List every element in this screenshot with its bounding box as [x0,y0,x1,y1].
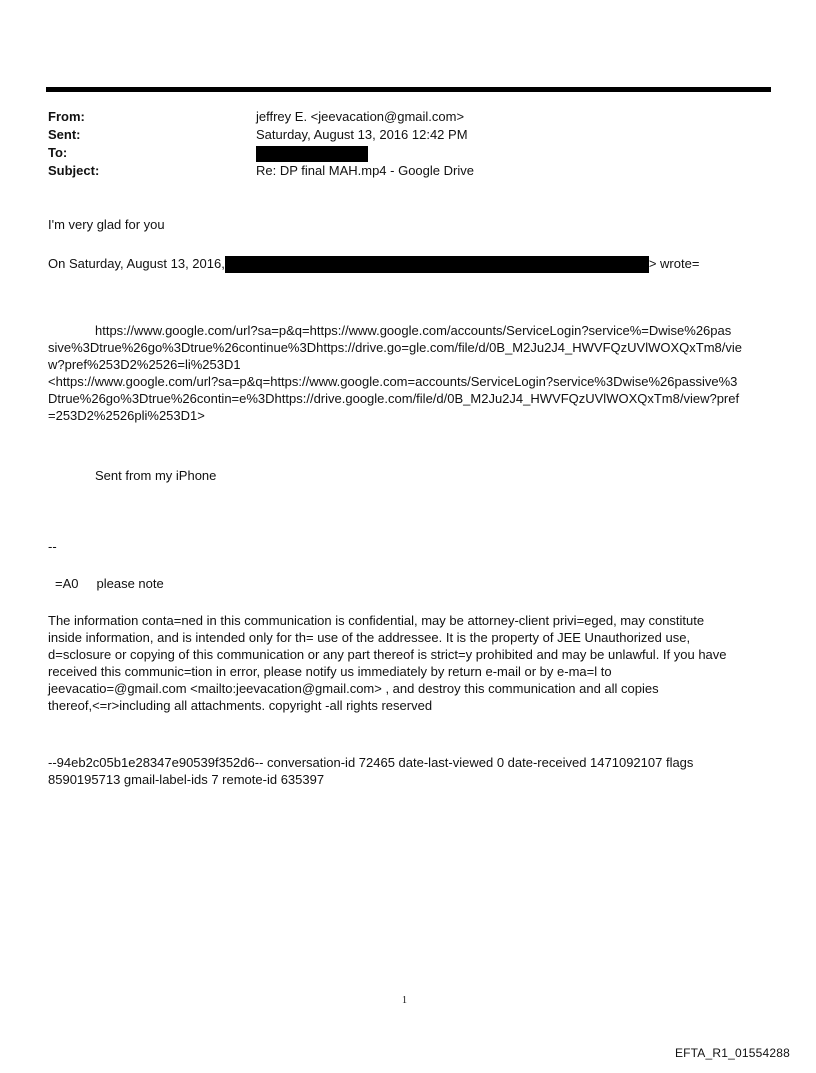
disclaimer-block [48,612,772,714]
subject-value: Re: DP final MAH.mp4 - Google Drive [256,163,474,178]
subject-label: Subject: [48,163,100,178]
note-code: =A0 [55,576,79,591]
redaction-bar [256,146,368,162]
url-line: <https://www.google.com/url?sa=p&q=https://www.google.com=accounts/ServiceLogin?service%3Dwise%26passive%3 [48,374,738,389]
metadata-line: --94eb2c05b1e28347e90539f352d6-- conversation-id 72465 date-last-viewed 0 date-received 1471092107 flags [48,755,694,770]
to-label: To: [48,145,68,160]
sent-value: Saturday, August 13, 2016 12:42 PM [256,127,468,142]
header-rule [46,87,771,92]
bates-number: EFTA_R1_01554288 [674,1046,790,1060]
disclaimer-line: thereof,<=r>including all attachments. copyright -all rights reserved [48,698,433,713]
quote-prefix: On Saturday, August 13, 2016, [48,256,225,271]
url-block [48,322,772,424]
from-label: From: [48,109,85,124]
greeting-text: I'm very glad for you [48,217,165,232]
sent-label: Sent: [48,127,81,142]
url-line: w?pref%253D2%2526=li%253D1 [48,357,241,372]
note-text: please note [96,576,164,591]
to-value-redacted [256,144,368,162]
disclaimer-line: d=sclosure or copying of this communication or any part thereof is strict=y prohibited and may be unlawful. If you have [48,647,727,662]
metadata-block [48,754,772,788]
url-line: Dtrue%26go%3Dtrue%26contin=e%3Dhttps://drive.google.com/file/d/0B_M2Ju2J4_HWVFQzUVlWOXQxTm8/view?pref [48,391,740,406]
quote-line [48,255,699,273]
redaction-bar [225,256,649,273]
disclaimer-line: received this communic=tion in error, please notify us immediately by return e-mail or by e-ma=l to [48,664,612,679]
signature-text: Sent from my iPhone [95,468,217,483]
quote-suffix: > wrote= [648,256,700,271]
url-line: =253D2%2526pli%253D1> [48,408,205,423]
url-line: https://www.google.com/url?sa=p&q=https://www.google.com/accounts/ServiceLogin?service%=Dwise%26pas [95,323,732,338]
page-number: 1 [402,995,407,1006]
disclaimer-line: jeevacatio=@gmail.com <mailto:jeevacation@gmail.com> , and destroy this communication and all copies [48,681,659,696]
disclaimer-line: The information conta=ned in this communication is confidential, may be attorney-client privi=eged, may constitute [48,613,705,628]
metadata-line: 8590195713 gmail-label-ids 7 remote-id 635397 [48,772,325,787]
separator-text: -- [48,539,57,554]
note-line [55,575,164,592]
from-value: jeffrey E. <jeevacation@gmail.com> [256,109,465,124]
url-line: sive%3Dtrue%26go%3Dtrue%26continue%3Dhttps://drive.go=gle.com/file/d/0B_M2Ju2J4_HWVFQzUVlWOXQxTm8/vie [48,340,742,355]
disclaimer-line: inside information, and is intended only for th= use of the addressee. It is the property of JEE Unauthorized use, [48,630,691,645]
